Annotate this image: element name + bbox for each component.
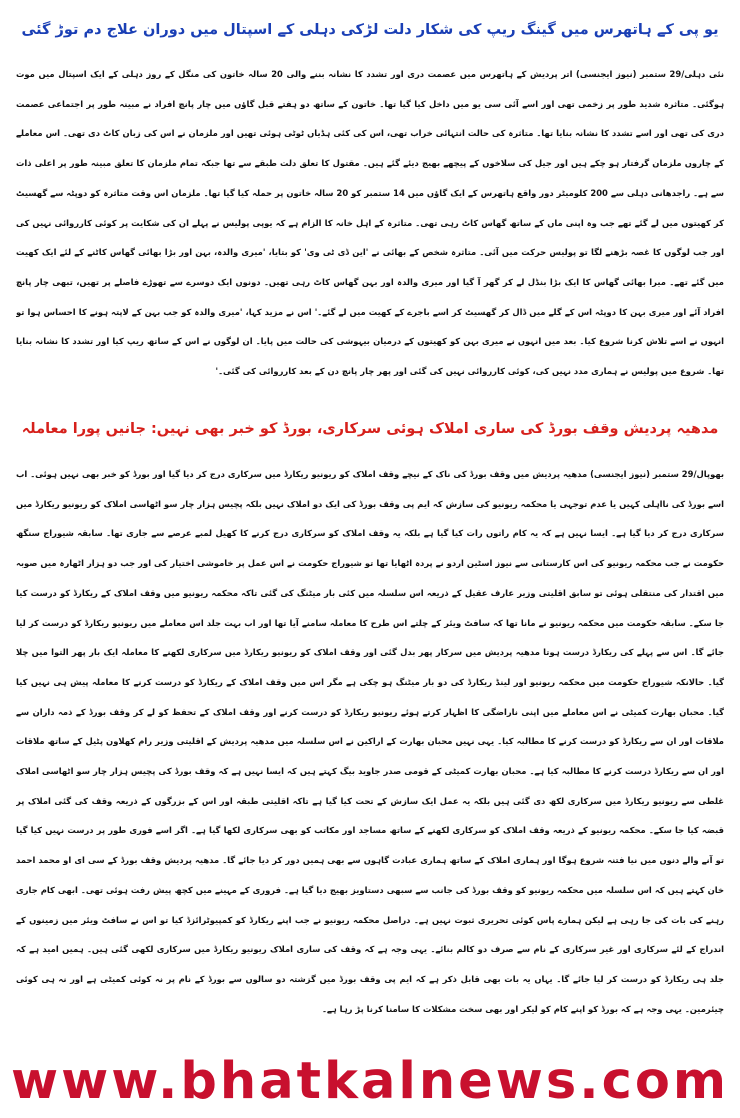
website-footer: www.bhatkalnews.com (10, 1052, 730, 1111)
article-2-body: بھوپال/29 ستمبر (نیوز ایجنسی) مدھیہ پردیش میں وقف بورڈ کی ناک کے نیچے وقف املاک کو ریونیو ریکارڈ میں سرکاری درج کر دیا گیا اور بورڈ کو خبر بھی نہیں ہوئی۔ اب اسے بورڈ کی نااہلی کہیں یا عدم توجہی یا محکمہ ریونیو کی سازش کہ ایم پی وقف بورڈ کی ایک دو املاک نہیں بلکہ پچیس ہزار چار سو اٹھاسی املاک کو ریونیو ریکارڈ میں سرکاری درج کر دیا گیا ہے۔ ایسا نہیں ہے کہ یہ کام راتوں رات کیا گیا ہے بلکہ یہ وقف املاک کو سرکاری درج کرنے کا کھیل لمبے عرصے سے جاری تھا۔ سابقہ شیوراج سنگھ حکومت نے جب محکمہ ریونیو کی اس کارستانی سے نیوز اسٹین اردو نے پردہ اٹھایا تھا تو شیوراج حکومت نے اس عمل پر خاموشی اختیار کی اور جب دو ہزار اٹھارہ میں صوبہ میں اقتدار کی منتقلی ہوئی تو سابق اقلیتی وزیر عارف عقیل کے ذریعہ اس سلسلہ میں کئی بار میٹنگ کی گئی تاکہ محکمہ ریونیو میں وقف املاک کے ریکارڈ کو درست کیا جا سکے۔ سابقہ حکومت میں محکمہ ریونیو نے مانا تھا کہ سافٹ ویئر کے چلتے اس طرح کا معاملہ سامنے آیا تھا اور اب بہت جلد اس معاملے میں ریونیو ریکارڈ کو درست کر لیا جائے گا۔ اس سے پہلے کی ریکارڈ درست ہوتا مدھیہ پردیش میں سرکار پھر بدل گئی اور وقف املاک کو ریونیو ریکارڈ میں سرکاری لکھنے کا معاملہ ایک بار پھر التوا میں چلا گیا۔ حالانکہ شیوراج حکومت میں محکمہ ریونیو اور لینڈ ریکارڈ کی دو بار میٹنگ ہو چکی ہے مگر اس میں وقف املاک کے ریکارڈ کو درست کرنے کا معاملہ پیش ہی نہیں کیا گیا۔ محبان بھارت کمیٹی نے اس معاملے میں اپنی ناراضگی کا اظہار کرتے ہوئے ریونیو ریکارڈ کو درست کرنے اور وقف املاک کے تحفظ کو لے کر وقف بورڈ کے ذمہ داران سے ملاقات اور ان سے ریکارڈ کو درست کرنے کا مطالبہ کیا۔ یہی نہیں محبان بھارت کے اراکین نے اس سلسلہ میں مدھیہ پردیش کے اقلیتی وزیر رام کھلاون پٹیل کے ساتھ ملاقات اور ان سے ریکارڈ درست کرنے کا مطالبہ کیا ہے۔ محبان بھارت کمیٹی کے قومی صدر جاوید بیگ کہتے ہیں کہ ایسا نہیں ہے کہ وقف بورڈ کی پچیس ہزار چار سو اٹھاسی املاک غلطی سے ریونیو ریکارڈ میں سرکاری لکھ دی گئی ہیں بلکہ یہ عمل ایک سازش کے تحت کیا گیا ہے تاکہ اقلیتی طبقہ اور اس کے بزرگوں کے ذریعہ وقف کی گئی املاک پر قبضہ کیا جا سکے۔ محکمہ ریونیو کے ذریعہ وقف املاک کو سرکاری لکھنے کے ساتھ مساجد اور مکاتب کو بھی سرکاری لکھا گیا ہے۔ اگر اسے فوری طور پر درست نہیں کیا گیا تو آنے والے دنوں میں نیا فتنہ شروع ہوگا اور ہماری املاک کے ساتھ ہماری عبادت گاہوں سے بھی ہمیں دور کر دیا جائے گا۔ مدھیہ پردیش وقف بورڈ کے سی ای او محمد احمد خان کہتے ہیں کہ اس سلسلہ میں محکمہ ریونیو کو وقف بورڈ کی جانب سے سبھی دستاویز بھیج دیا گیا ہے۔ فروری کے مہینے میں کچھ پیش رفت ہوئی تھی۔ ابھی کام جاری رہنے کی بات کی جا رہی ہے لیکن ہمارے پاس کوئی تحریری ثبوت نہیں ہے۔ دراصل محکمہ ریونیو نے جب اپنے ریکارڈ کو کمپیوٹرائزڈ کیا تو اس نے سافٹ ویئر میں زمینوں کے اندراج کے لئے سرکاری اور غیر سرکاری کے نام سے صرف دو کالم بنائے۔ یہی وجہ ہے کہ وقف کی ساری املاک ریونیو ریکارڈ میں سرکاری لکھی گئی ہیں۔ ہمیں امید ہے کہ جلد ہی ریکارڈ کو درست کر لیا جائے گا۔ یہاں یہ بات بھی قابل ذکر ہے کہ ایم پی وقف بورڈ میں گزشتہ دو سالوں سے بورڈ کے نام پر نہ کوئی کمیٹی ہے اور نہ ہی کوئی چیئرمین۔ یہی وجہ ہے کہ بورڈ کو اپنے کام کو لیکر اور بھی سخت مشکلات کا سامنا کرنا پڑ رہا ہے۔ (16, 469, 724, 1014)
article-1-body: نئی دہلی/29 ستمبر (نیوز ایجنسی) اتر پردیش کے ہاتھرس میں عصمت دری اور تشدد کا نشانہ بننے والی 20 سالہ خاتون کی منگل کے روز دہلی کے ایک اسپتال میں موت ہوگئی۔ متاثرہ شدید طور پر زخمی تھی اور اسے آئی سی یو میں داخل کیا گیا تھا۔ خاتون کے ساتھ دو ہفتے قبل گاؤں میں چار پانچ افراد نے مبینہ طور پر اجتماعی عصمت دری کی تھی اور اسے تشدد کا نشانہ بنایا تھا۔ متاثرہ کی حالت انتہائی خراب تھی، اس کی کئی ہڈیاں ٹوٹی ہوئی تھیں اور ملزمان نے اس کی زبان کاٹ دی تھی۔ اس معاملے کے چاروں ملزمان گرفتار ہو چکے ہیں اور جیل کی سلاخوں کے پیچھے بھیج دیئے گئے ہیں۔ مقتول کا تعلق دلت طبقے سے تھا جبکہ تمام ملزمان کا تعلق مبینہ طور پر اعلی ذات سے ہے۔ راجدھانی دہلی سے 200 کلومیٹر دور واقع ہاتھرس کے ایک گاؤں میں 14 ستمبر کو 20 سالہ خاتون پر حملہ کیا گیا تھا۔ ملزمان اس وقت متاثرہ کو دوپٹہ سے گھسیٹ کر کھیتوں میں لے گئے تھے جب وہ اپنی ماں کے ساتھ گھاس کاٹ رہی تھی۔ متاثرہ کے اہل خانہ کا الزام ہے کہ یوپی پولیس نے پہلے ان کی شکایت پر کوئی کارروائی نہیں کی اور جب لوگوں کا غصہ بڑھنے لگا تو پولیس حرکت میں آئی۔ متاثرہ شخص کے بھائی نے 'این ڈی ٹی وی' کو بتایا، 'میری والدہ، بہن اور بڑا بھائی گھاس کاٹنے کے لئے ایک کھیت میں گئے تھے۔ میرا بھائی گھاس کا ایک بڑا بنڈل لے کر گھر آ گیا اور میری والدہ اور بہن گھاس کاٹ رہی تھیں۔ دونوں ایک دوسرے سے تھوڑے فاصلے پر تھیں، تبھی چار پانچ افراد آئے اور میری بہن کا دوپٹہ اس کے گلے میں ڈال کر گھسیٹ کر اسے باجرے کے کھیت میں لے گئے۔' اس نے مزید کہا، 'میری والدہ کو جب بہن کے لاپتہ ہونے کا احساس ہوا تو انہوں نے اسے تلاش کرنا شروع کیا۔ بعد میں انہوں نے میری بہن کو کھیتوں کے درمیان بیہوشی کی حالت میں پایا۔ ان لوگوں نے اس کے ساتھ ریپ کیا اور تشدد کا نشانہ بنایا تھا۔ شروع میں پولیس نے ہماری مدد نہیں کی، کوئی کارروائی نہیں کی گئی اور پھر چار پانچ دن کے بعد کارروائی کی گئی۔' (16, 69, 724, 377)
article-1-headline: یو پی کے ہاتھرس میں گینگ ریپ کی شکار دلت لڑکی دہلی کے اسپتال میں دوران علاج دم توڑ گئی (21, 22, 719, 38)
article-2-headline: مدھیہ پردیش وقف بورڈ کی ساری املاک ہوئی سرکاری، بورڈ کو خبر بھی نہیں: جانیں پورا معاملہ (21, 421, 719, 437)
